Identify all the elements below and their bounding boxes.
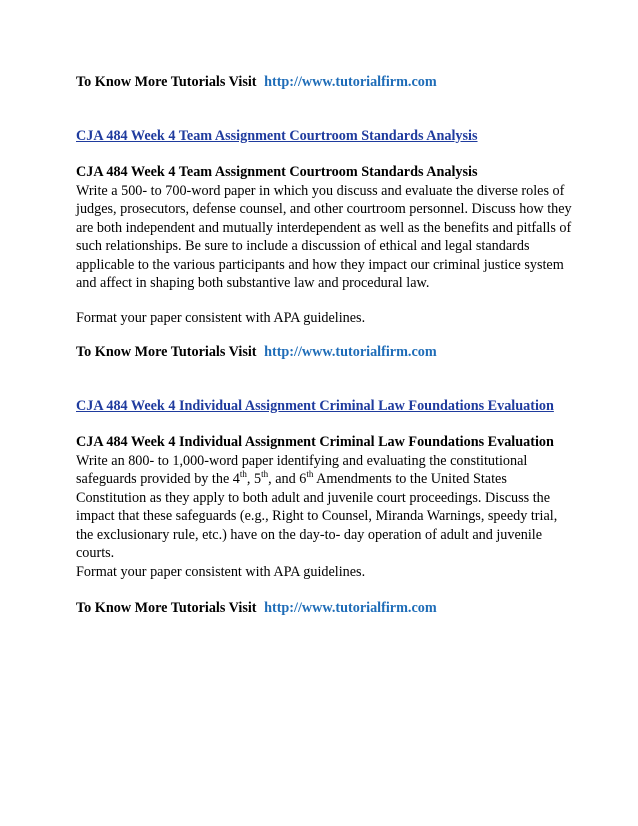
promo-url-link[interactable]: http://www.tutorialfirm.com [264, 344, 437, 360]
ordinal-suffix: th [261, 469, 269, 479]
promo-label: To Know More Tutorials Visit [76, 600, 257, 616]
assignment1-body: Write a 500- to 700-word paper in which you discuss and evaluate the diverse roles of judges, prosecutors, defense counsel, and other courtroom personnel. Discuss how they are both independent and mutually interdependent as well as the benefits and pitfalls of such relationships. Be sure to include a discussion of ethical and legal standards applicable to the various participants and how they impact our criminal justice system and affect in shaping both substantive law and procedural law. [76, 182, 572, 291]
assignment2-title: CJA 484 Week 4 Individual Assignment Criminal Law Foundations Evaluation [76, 434, 554, 450]
promo-url-link[interactable]: http://www.tutorialfirm.com [264, 74, 437, 90]
assignment2-link[interactable]: CJA 484 Week 4 Individual Assignment Criminal Law Foundations Evaluation [76, 397, 554, 414]
assignment2-format-note: Format your paper consistent with APA guidelines. [76, 563, 366, 580]
promo-url-link[interactable]: http://www.tutorialfirm.com [264, 600, 437, 616]
assignment1-title: CJA 484 Week 4 Team Assignment Courtroom Standards Analysis [76, 164, 478, 180]
promo-line-top [76, 73, 576, 92]
assignment1-format-note: Format your paper consistent with APA guidelines. [76, 309, 366, 326]
promo-label: To Know More Tutorials Visit [76, 74, 257, 90]
promo-label: To Know More Tutorials Visit [76, 344, 257, 360]
document-content [76, 73, 576, 618]
assignment1-link[interactable]: CJA 484 Week 4 Team Assignment Courtroom Standards Analysis [76, 127, 478, 144]
assignment2-body-part2: , 5 [246, 471, 262, 487]
assignment2-body [76, 452, 576, 563]
promo-line-middle [76, 343, 576, 362]
assignment2-body-part1: Write an 800- to 1,000-word paper identifying and evaluating the constitutional safeguards provided by the 4 [76, 452, 528, 487]
ordinal-suffix: th [306, 469, 314, 479]
ordinal-suffix: th [239, 469, 247, 479]
assignment2-body-part3: , and 6 [268, 471, 307, 487]
promo-line-bottom [76, 599, 576, 618]
assignment2-body-part4: Amendments to the United States Constitution as they apply to both adult and juvenile court proceedings. Discuss the impact that these safeguards (e.g., Right to Counsel, Miranda Warnings, speedy trial, the exclusionary rule, etc.) have on the day-to- day operation of adult and juvenile courts. [76, 471, 558, 561]
